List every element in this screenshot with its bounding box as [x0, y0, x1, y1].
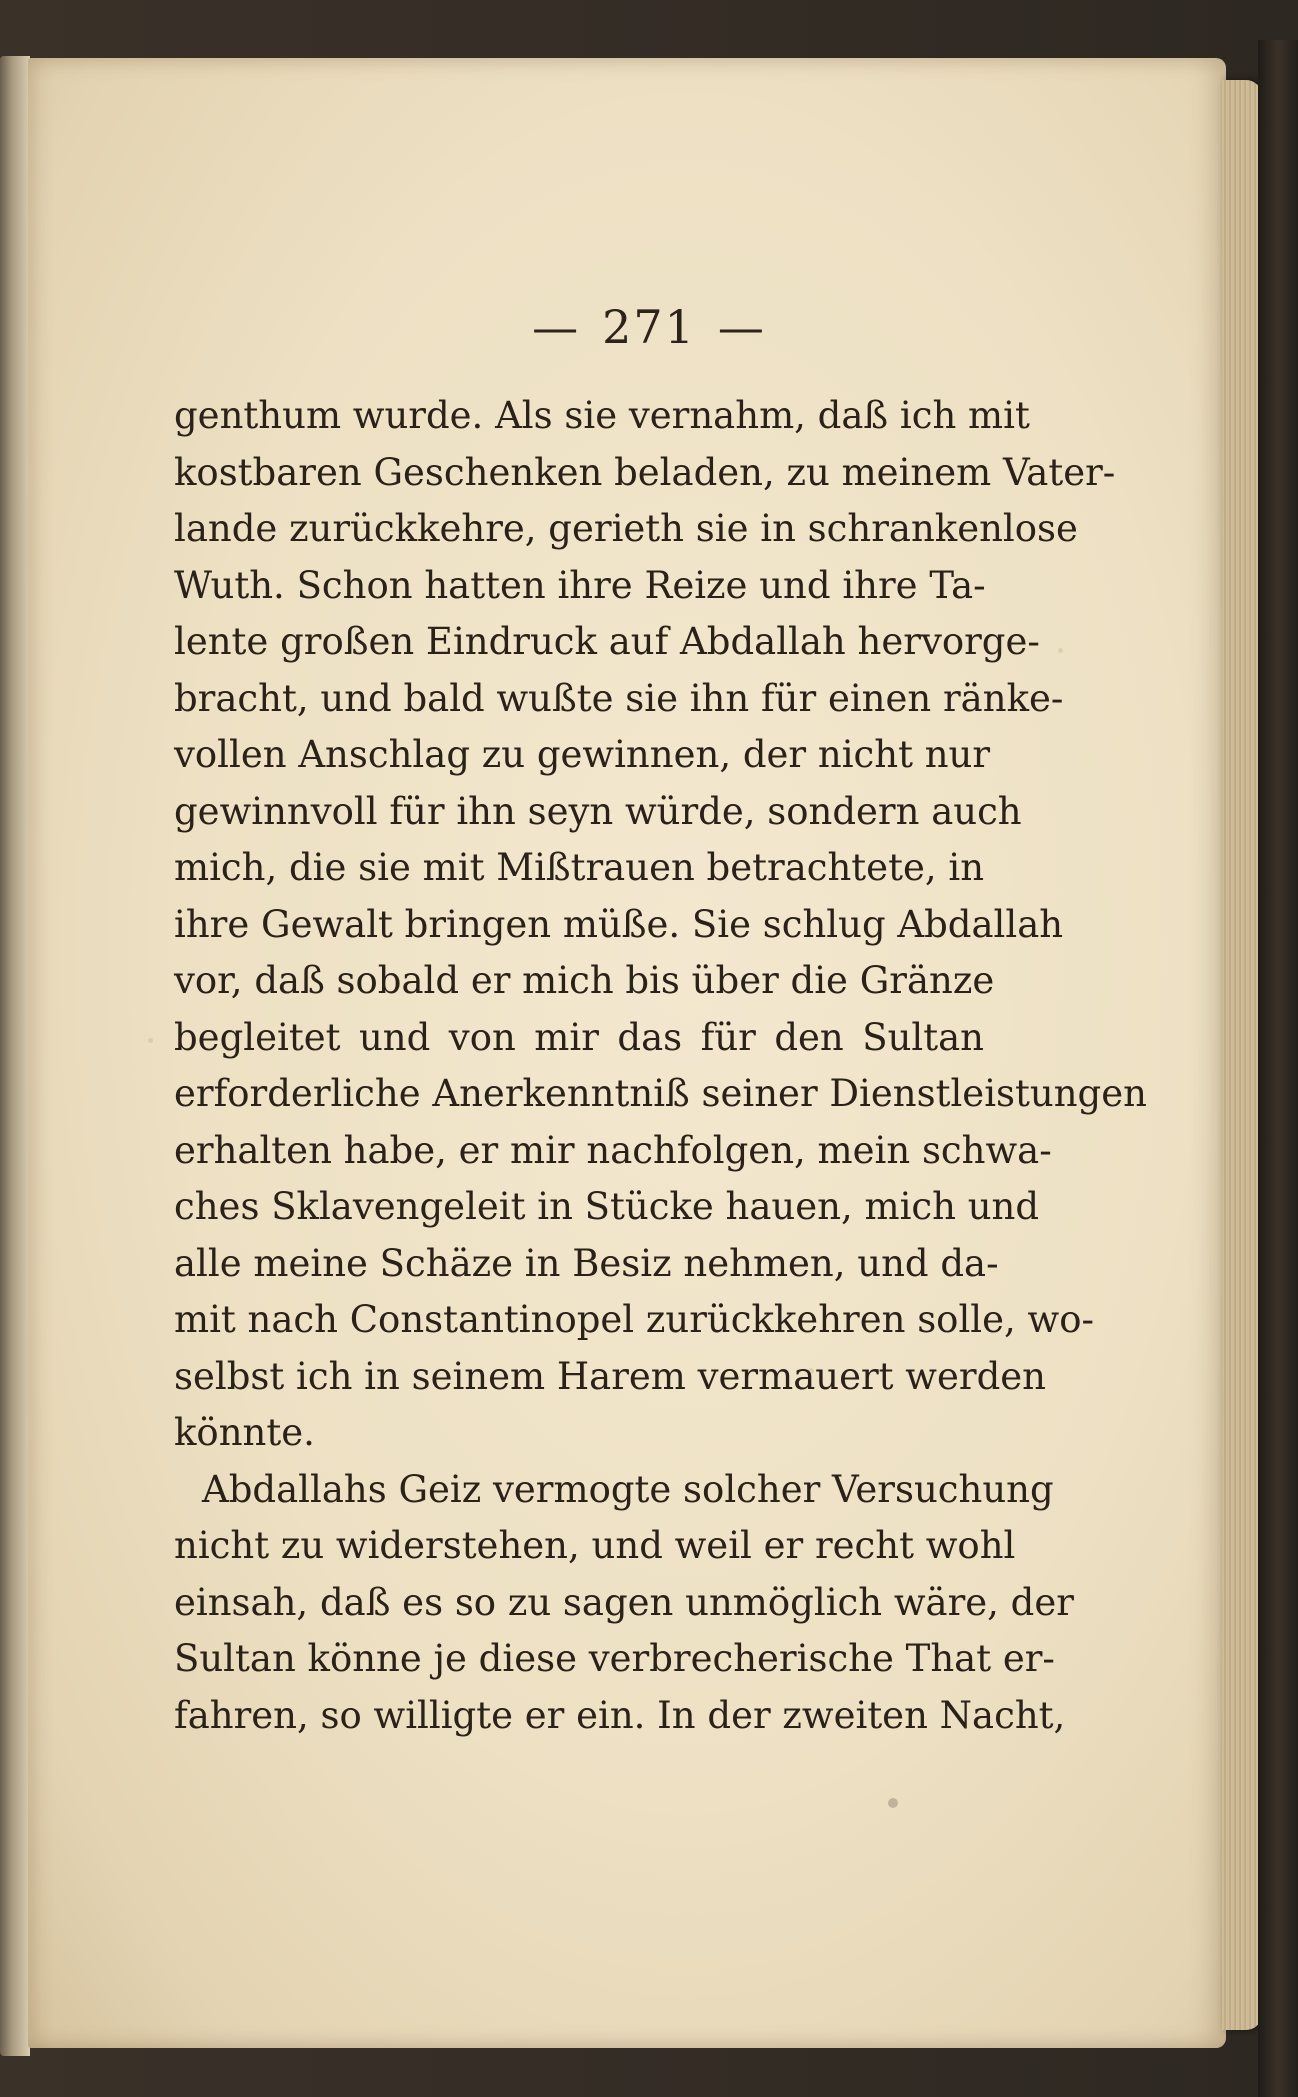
previous-page-edge — [0, 56, 30, 2056]
text-line: gewinnvoll für ihn seyn würde, sondern auch — [174, 789, 1022, 833]
text-line: mit nach Constantinopel zurückkehren solle, wo- — [174, 1298, 1094, 1341]
text-line: lande zurückkehre, gerieth sie in schrankenlose — [174, 507, 1078, 550]
text-line: vor, daß sobald er mich bis über die Gränze — [174, 959, 995, 1002]
text-line: Wuth. Schon hatten ihre Reize und ihre Ta- — [174, 563, 986, 607]
text-line: vollen Anschlag zu gewinnen, der nicht nur — [174, 733, 991, 776]
text-line: erhalten habe, er mir nachfolgen, mein schwa- — [174, 1128, 1052, 1172]
text-line: einsah, daß es so zu sagen unmöglich wäre, der — [174, 1580, 1074, 1624]
page-header — [0, 300, 1298, 354]
header-dash-right: — — [717, 300, 766, 354]
text-line: nicht zu widerstehen, und weil er recht wohl — [174, 1524, 1016, 1567]
paragraph-1 — [174, 388, 1147, 1462]
text-line: genthum wurde. Als sie vernahm, daß ich mit — [174, 394, 1030, 437]
text-line: Sultan könne je diese verbrecherische That er- — [174, 1637, 1055, 1680]
text-line: ches Sklavengeleit in Stücke hauen, mich und — [174, 1185, 1040, 1228]
text-line: bracht, und bald wußte sie ihn für einen ränke- — [174, 676, 1064, 720]
text-line: mich, die sie mit Mißtrauen betrachtete, in — [174, 846, 985, 889]
text-line: fahren, so willigte er ein. In der zweiten Nacht, — [174, 1693, 1066, 1737]
text-line: alle meine Schäze in Besiz nehmen, und da- — [174, 1241, 999, 1285]
text-line: erforderliche Anerkenntniß seiner Dienstleistungen — [174, 1072, 1147, 1115]
text-line: Abdallahs Geiz vermogte solcher Versuchung — [202, 1467, 1054, 1511]
page-edges — [1222, 80, 1262, 2030]
page-number: 271 — [602, 300, 696, 354]
body-text — [174, 388, 1147, 1744]
text-line: lente großen Eindruck auf Abdallah hervorge- — [174, 620, 1040, 663]
text-line: selbst ich in seinem Harem vermauert werden — [174, 1354, 1046, 1398]
header-dash-left: — — [532, 300, 581, 354]
paragraph-2 — [174, 1462, 1074, 1745]
text-line: könnte. — [174, 1411, 315, 1454]
text-line: ihre Gewalt bringen müße. Sie schlug Abdallah — [174, 902, 1064, 946]
text-line: kostbaren Geschenken beladen, zu meinem Vater- — [174, 450, 1116, 494]
text-line: begleitet und von mir das für den Sultan — [174, 1015, 984, 1059]
